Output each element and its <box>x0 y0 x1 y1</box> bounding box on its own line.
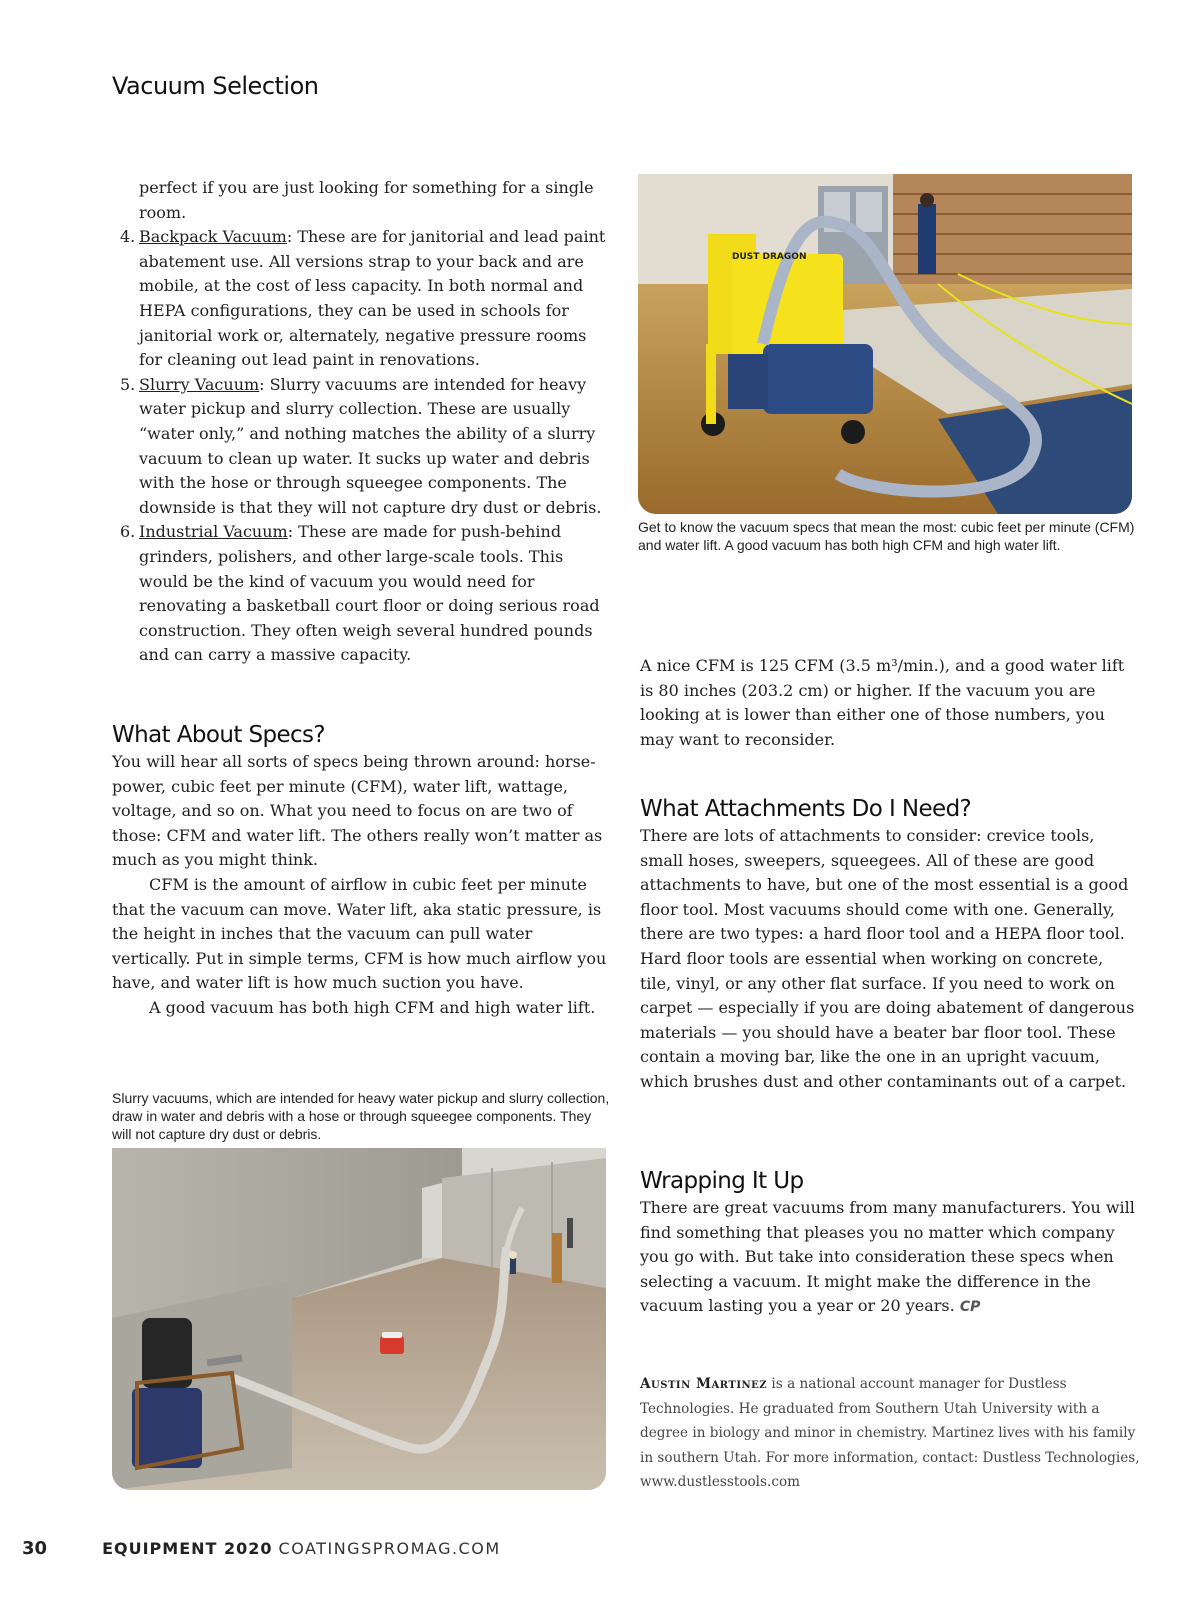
wrap-heading: Wrapping It Up <box>640 1168 804 1194</box>
specs-heading: What About Specs? <box>112 722 326 748</box>
section-label: Vacuum Selection <box>112 72 319 100</box>
specs-continuation: A nice CFM is 125 CFM (3.5 m³/min.), and a good water lift is 80 inches (203.2 cm) or higher. If the vacuum you are looking at is lower than either one of those numbers, you may want to reconsider. <box>640 656 1125 749</box>
specs-section <box>112 722 610 1021</box>
vacuum-on-gym-floor-image <box>638 174 1132 514</box>
list-text: : These are for janitorial and lead paint abatement use. All versions strap to your back and are mobile, at the cost of less capacity. In both normal and HEPA configurations, they can be used in schools for janitorial work or, alternately, negative pressure rooms for cleaning out lead paint in renovations. <box>139 227 606 370</box>
dust-dragon-photo-caption: Get to know the vacuum specs that mean the most: cubic feet per minute (CFM) and water lift. A good vacuum has both high CFM and high water lift. <box>638 519 1135 553</box>
wrap-text: There are great vacuums from many manufacturers. You will find something that pleases you no matter which company you go with. But take into consideration these specs when selecting a vacuum. It might make the difference in the vacuum lasting you a year or 20 years. <box>640 1198 1135 1316</box>
vacuum-brand-label: DUST DRAGON <box>732 252 807 262</box>
page-number: 30 <box>22 1538 48 1559</box>
author-bio <box>640 1372 1140 1495</box>
list-number: 5. <box>120 374 136 394</box>
author-name: Austin Martinez <box>640 1376 768 1392</box>
site-url: COATINGSPROMAG.COM <box>278 1539 501 1558</box>
wrap-section <box>640 1168 1138 1320</box>
list-number: 4. <box>120 227 136 247</box>
list-term: Industrial Vacuum <box>139 522 288 542</box>
specs-paragraph-3: A good vacuum has both high CFM and high water lift. <box>149 997 596 1017</box>
wrap-paragraph <box>640 1196 1138 1320</box>
slurry-vacuum-photo <box>112 1148 606 1490</box>
list-term: Slurry Vacuum <box>139 374 260 394</box>
list-text: : Slurry vacuums are intended for heavy water pickup and slurry collection. These are usually “water only,” and nothing matches the ability of a slurry vacuum to clean up water. It sucks up water and debris with the hose or through squeegee components. The downside is that they will not capture dry dust or debris. <box>139 374 602 517</box>
vacuum-types-list <box>112 225 610 668</box>
author-description: is a national account manager for Dustless Technologies. He graduated from Southern Utah University with a degree in biology and minor in chemistry. Martinez lives with his family in southern Utah. For more information, contact: Dustless Technologies, www.dustlesstools.com <box>640 1376 1140 1491</box>
list-item <box>112 520 610 668</box>
construction-trench-image <box>112 1148 606 1490</box>
author-bio-text <box>640 1372 1140 1495</box>
list-term: Backpack Vacuum <box>139 227 287 247</box>
attachments-paragraph: There are lots of attachments to consider: crevice tools, small hoses, sweepers, squeegees. All of these are good attachments to have, but one of the most essential is a good floor tool. Most vacuums should come with one. Generally, there are two types: a hard floor tool and a HEPA floor tool. Hard floor tools are essential when working on concrete, tile, vinyl, or any other flat surface. If you need to work on carpet — especially if you are doing abatement of dangerous materials — you should have a beater bar floor tool. These contain a moving bar, like the one in an upright vacuum, which brushes dust and other contaminants out of a carpet. <box>640 826 1135 1091</box>
attachments-heading: What Attachments Do I Need? <box>640 796 972 822</box>
list-item <box>112 373 610 521</box>
dust-dragon-photo <box>638 174 1132 514</box>
intro-continuation: perfect if you are just looking for something for a single room. <box>139 178 594 222</box>
slurry-photo-caption: Slurry vacuums, which are intended for heavy water pickup and slurry collection, draw in water and debris with a hose or through squeegee components. They will not capture dry dust or debris. <box>112 1090 610 1142</box>
attachments-section <box>640 796 1138 1095</box>
list-number: 6. <box>120 522 136 542</box>
issue-label: EQUIPMENT 2020 <box>102 1539 273 1558</box>
list-text: : These are made for push-behind grinders, polishers, and other large-scale tools. This would be the kind of vacuum you would need for renovating a basketball court floor or doing serious road construction. They often weigh several hundred pounds and can carry a massive capacity. <box>139 522 600 665</box>
left-column <box>112 176 610 668</box>
specs-paragraph-2: CFM is the amount of airflow in cubic feet per minute that the vacuum can move. Water lift, aka static pressure, is the height in inches that the vacuum can pull water vertically. Put in simple terms, CFM is how much airflow you have, and water lift is how much suction you have. <box>112 874 607 993</box>
page-footer <box>22 1538 501 1559</box>
end-mark: CP <box>959 1299 981 1316</box>
specs-paragraph-1: You will hear all sorts of specs being thrown around: horsepower, cubic feet per minute (CFM), water lift, wattage, voltage, and so on. What you need to focus on are two of those: CFM and water lift. The others really won’t matter as much as you might think. <box>112 752 603 870</box>
list-item <box>112 225 610 373</box>
right-text-column <box>640 654 1138 752</box>
